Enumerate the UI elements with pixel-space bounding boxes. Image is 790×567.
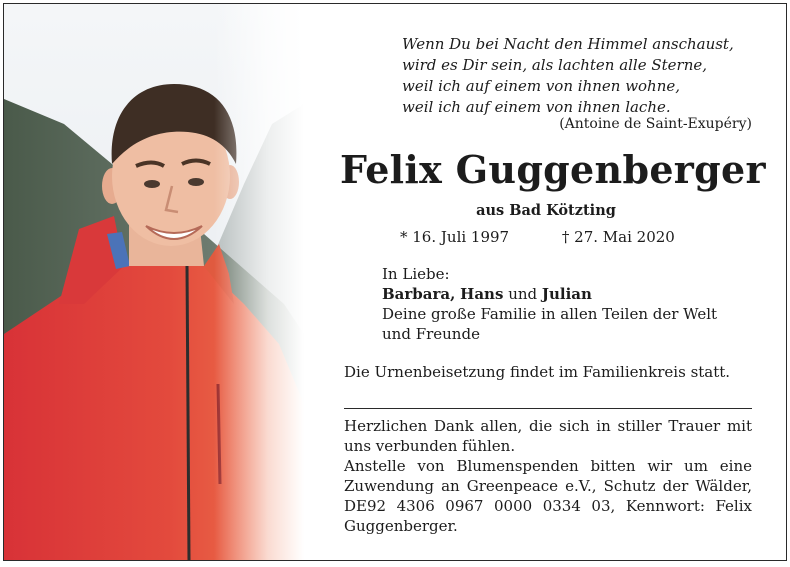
poem-line: weil ich auf einem von ihnen wohne, <box>402 77 681 95</box>
birth-date: * 16. Juli 1997 <box>400 228 510 246</box>
thanks-text: Herzlichen Dank allen, die sich in stiller Trauer mit uns verbunden fühlen. <box>344 417 752 455</box>
obituary-notice <box>3 3 787 561</box>
memorial-poem <box>402 34 752 118</box>
mourner-name: Julian <box>541 285 592 303</box>
mourners-intro: In Liebe: <box>382 265 450 283</box>
poem-line: weil ich auf einem von ihnen lache. <box>402 98 671 116</box>
mourners-block <box>382 264 752 344</box>
poem-author: (Antoine de Saint-Exupéry) <box>559 116 752 132</box>
donation-request: Anstelle von Blumenspenden bitten wir um eine Zuwendung an Greenpeace e.V., Schutz der Wälder, DE92 4306 0967 0000 0334 03, Kennwort: Felix Guggenberger. <box>344 457 752 535</box>
deceased-name: Felix Guggenberger <box>340 147 766 192</box>
divider <box>344 408 752 409</box>
mourners-names: Barbara, Hans und Julian <box>382 285 592 303</box>
portrait-photo <box>4 4 304 560</box>
poem-line: wird es Dir sein, als lachten alle Sterne, <box>402 56 708 74</box>
death-date: † 27. Mai 2020 <box>561 228 675 246</box>
mourner-name: Barbara <box>382 285 451 303</box>
mourners-family: Deine große Familie in allen Teilen der Welt <box>382 305 718 323</box>
life-dates <box>400 228 675 246</box>
poem-line: Wenn Du bei Nacht den Himmel anschaust, <box>402 35 734 53</box>
thanks-block <box>344 416 752 536</box>
mourners-friends: und Freunde <box>382 325 480 343</box>
notice-text <box>340 4 766 560</box>
mourner-name: Hans <box>460 285 504 303</box>
urn-notice: Die Urnenbeisetzung findet im Familienkreis statt. <box>344 363 731 381</box>
deceased-origin: aus Bad Kötzting <box>476 202 616 219</box>
